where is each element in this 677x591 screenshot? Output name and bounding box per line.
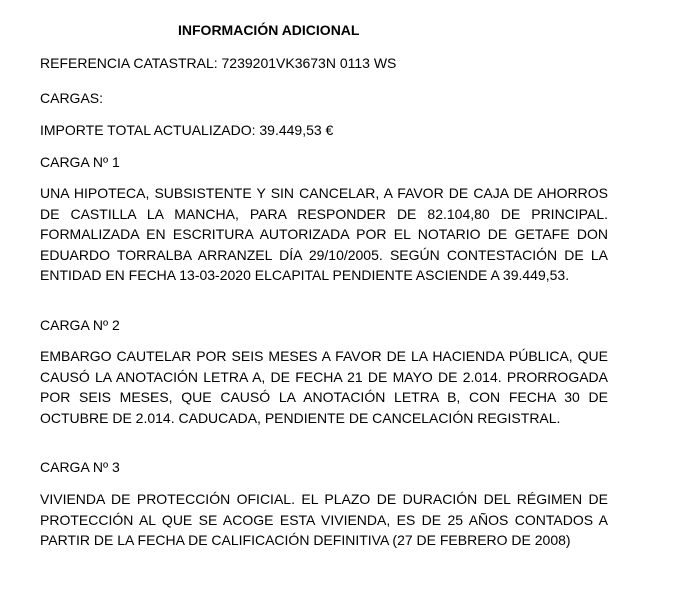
carga-1-text: UNA HIPOTECA, SUBSISTENTE Y SIN CANCELAR, A FAVOR DE CAJA DE AHORROS DE CASTILLA LA MANCHA, PARA RESPONDER DE 82.104,80 DE PRINCIPAL. FORMALIZADA EN ESCRITURA AUTORIZADA POR EL NOTARIO DE GETAFE DON EDUARDO TORRALBA ARRANZEL DÍA 29/10/2005. SEGÚN CONTESTACIÓN DE LA ENTIDAD EN FECHA 13-03-2020 ELCAPITAL PENDIENTE ASCIENDE A 39.449,53.: [40, 185, 608, 283]
importe-total: IMPORTE TOTAL ACTUALIZADO: 39.449,53 €: [40, 122, 334, 138]
cargas-label: CARGAS:: [40, 90, 104, 106]
document-title: INFORMACIÓN ADICIONAL: [178, 22, 360, 38]
carga-3-text: VIVIENDA DE PROTECCIÓN OFICIAL. EL PLAZO DE DURACIÓN DEL RÉGIMEN DE PROTECCIÓN AL QUE SE ACOGE ESTA VIVIENDA, ES DE 25 AÑOS CONTADOS A PARTIR DE LA FECHA DE CALIFICACIÓN DEFINITIVA (27 DE FEBRERO DE 2008): [40, 491, 608, 548]
referencia-catastral: REFERENCIA CATASTRAL: 7239201VK3673N 0113 WS: [40, 55, 397, 71]
carga-2-heading: CARGA Nº 2: [40, 317, 120, 333]
carga-2-text: EMBARGO CAUTELAR POR SEIS MESES A FAVOR DE LA HACIENDA PÚBLICA, QUE CAUSÓ LA ANOTACIÓN LETRA A, DE FECHA 21 DE MAYO DE 2.014. PRORROGADA POR SEIS MESES, QUE CAUSÓ LA ANOTACIÓN LETRA B, CON FECHA 30 DE OCTUBRE DE 2.014. CADUCADA, PENDIENTE DE CANCELACIÓN REGISTRAL.: [40, 348, 608, 426]
carga-3-heading: CARGA Nº 3: [40, 459, 120, 475]
carga-1-heading: CARGA Nº 1: [40, 154, 120, 170]
